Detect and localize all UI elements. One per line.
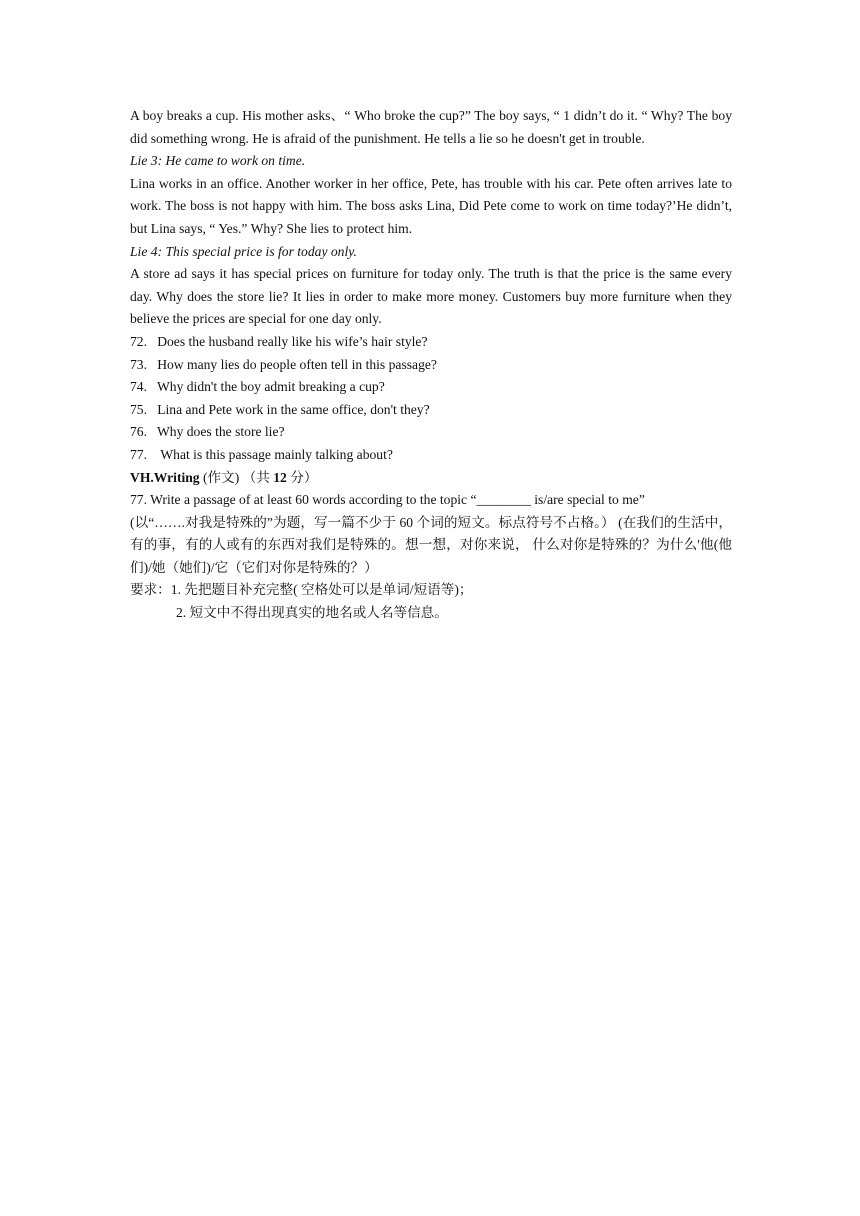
question-76: 76. Why does the store lie? bbox=[130, 424, 285, 440]
writing-prompt-chinese: (以“…….对我是特殊的”为题，写一篇不少于 60 个词的短文。标点符号不占格。） (在我们的生活中，有的事，有的人或有的东西对我们是特殊的。想一想，对你来说， 什么对你是特殊的？为什么'他(他们)/她（她们)/它（它们对你是特殊的？） bbox=[130, 514, 732, 575]
writing-heading-end: 分） bbox=[286, 469, 318, 485]
writing-prompt-english: 77. Write a passage of at least 60 words according to the topic “________ is/are special to me” bbox=[130, 492, 645, 508]
writing-points: 12 bbox=[273, 469, 287, 485]
passage-paragraph-boy: A boy breaks a cup. His mother asks、“ Who broke the cup?” The boy says, “ 1 didn’t do it. “ Why? The boy did something wrong. He is afraid of the punishment. He tells a lie so he doesn't get in trouble. bbox=[130, 108, 732, 146]
writing-heading-bold: VH.Writing bbox=[130, 469, 200, 485]
lie-4-heading: Lie 4: This special price is for today only. bbox=[130, 243, 357, 259]
writing-requirement-2: 2. 短文中不得出现真实的地名或人名等信息。 bbox=[176, 605, 448, 621]
writing-section-heading bbox=[130, 467, 732, 490]
question-75: 75. Lina and Pete work in the same office, don't they? bbox=[130, 401, 430, 417]
document-content bbox=[130, 105, 732, 625]
question-77: 77. What is this passage mainly talking about? bbox=[130, 446, 393, 462]
passage-paragraph-store: A store ad says it has special prices on furniture for today only. The truth is that the price is the same every day. Why does the store lie? It lies in order to make more money. Customers buy more furniture when they believe the prices are special for one day only. bbox=[130, 266, 732, 327]
writing-heading-rest: (作文) （共 bbox=[199, 469, 274, 485]
writing-requirement-1: 要求：1. 先把题目补充完整( 空格处可以是单词/短语等)； bbox=[130, 582, 473, 598]
question-73: 73. How many lies do people often tell in this passage? bbox=[130, 356, 437, 372]
question-72: 72. Does the husband really like his wife’s hair style? bbox=[130, 333, 428, 349]
question-74: 74. Why didn't the boy admit breaking a cup? bbox=[130, 379, 385, 395]
passage-paragraph-lina: Lina works in an office. Another worker in her office, Pete, has trouble with his car. Pete often arrives late to work. The boss is not happy with him. The boss asks Lina, Did Pete come to work on time today?’He didn’t, but Lina says, “ Yes.” Why? She lies to protect him. bbox=[130, 175, 732, 236]
lie-3-heading: Lie 3: He came to work on time. bbox=[130, 153, 306, 169]
